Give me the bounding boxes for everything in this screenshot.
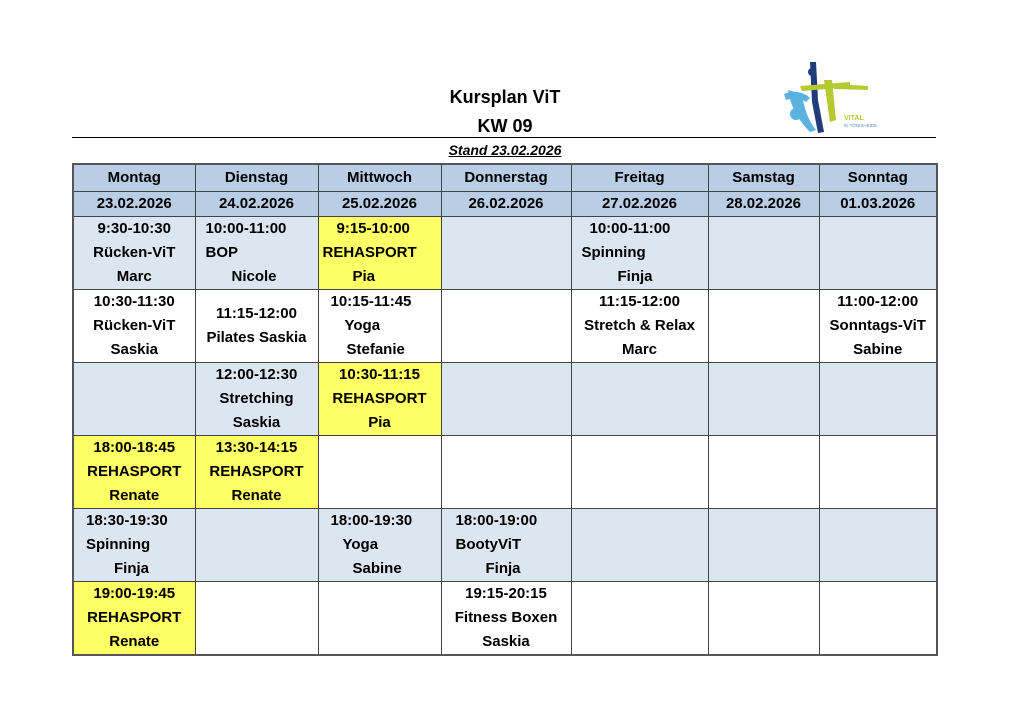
course-time: 11:15-12:00 [216,305,297,322]
course-trainer: Finja [114,560,150,577]
course-name: Fitness Boxen [454,609,558,626]
day-header: Donnerstag [441,164,571,192]
course-name: REHASPORT [322,244,417,261]
course-time: 10:30-11:30 [93,293,175,310]
course-trainer: Saskia [482,633,530,650]
course-name: REHASPORT [209,463,304,480]
date-header: 27.02.2026 [571,192,708,217]
course-trainer: Marc [621,341,658,358]
course-time: 19:15-20:15 [465,585,547,602]
course-time: 11:15-12:00 [599,293,680,310]
course-cell [571,217,708,290]
course-cell [318,290,441,363]
empty-cell [708,290,819,363]
table-row [73,217,937,290]
course-time: 9:30-10:30 [97,220,171,237]
course-name: REHASPORT [332,390,427,407]
course-time: 12:00-12:30 [215,366,298,383]
empty-cell [708,217,819,290]
course-cell [441,582,571,656]
empty-cell [708,509,819,582]
course-name: Pilates Saskia [206,329,307,346]
table-row [73,436,937,509]
course-time: 10:15-11:45 [330,293,412,310]
course-time: 11:00-12:00 [837,293,919,310]
course-trainer: Pia [352,268,376,285]
svg-text:IN TÖNISHEIDE: IN TÖNISHEIDE [844,123,878,128]
course-cell [73,582,195,656]
course-trainer: Sabine [853,341,903,358]
course-trainer: Sabine [352,560,402,577]
day-header: Sonntag [819,164,937,192]
empty-cell [195,509,318,582]
empty-cell [819,436,937,509]
course-cell [73,509,195,582]
course-name: Sonntags-ViT [829,317,926,334]
course-trainer: Pia [368,414,391,431]
empty-cell [571,509,708,582]
course-name: REHASPORT [87,463,182,480]
course-trainer: Marc [116,268,152,285]
course-cell [195,217,318,290]
date-header: 24.02.2026 [195,192,318,217]
course-trainer: Finja [617,268,653,285]
day-header: Montag [73,164,195,192]
course-cell [195,290,318,363]
course-cell [195,363,318,436]
date-header: 25.02.2026 [318,192,441,217]
course-trainer: Stefanie [346,341,405,358]
course-trainer: Renate [109,487,160,504]
course-name: Stretch & Relax [584,317,695,334]
day-header: Samstag [708,164,819,192]
course-cell [819,290,937,363]
vital-logo-icon [780,60,890,138]
course-time: 9:15-10:00 [336,220,410,237]
date-header: 01.03.2026 [819,192,937,217]
course-name: BootyViT [455,536,522,553]
day-header: Dienstag [195,164,318,192]
course-cell [318,217,441,290]
course-trainer: Renate [231,487,282,504]
course-cell [73,436,195,509]
empty-cell [571,436,708,509]
course-cell [571,290,708,363]
course-name: Yoga [342,536,379,553]
empty-cell [318,436,441,509]
empty-cell [195,582,318,656]
course-time: 18:30-19:30 [86,512,168,529]
empty-cell [441,363,571,436]
table-row [73,582,937,656]
course-cell [441,509,571,582]
course-name: Spinning [86,536,151,553]
course-cell [73,217,195,290]
course-name: Yoga [344,317,381,334]
table-row [73,290,937,363]
date-header: 26.02.2026 [441,192,571,217]
table-row [73,509,937,582]
course-cell [195,436,318,509]
empty-cell [819,509,937,582]
course-time: 18:00-19:00 [455,512,538,529]
day-header: Mittwoch [318,164,441,192]
course-time: 10:00-11:00 [589,220,671,237]
course-trainer: Saskia [110,341,159,358]
course-time: 19:00-19:45 [93,585,176,602]
empty-cell [708,582,819,656]
course-name: BOP [205,244,239,261]
empty-cell [441,436,571,509]
empty-cell [571,582,708,656]
empty-cell [819,217,937,290]
course-time: 10:00-11:00 [205,220,287,237]
course-name: REHASPORT [87,609,182,626]
date-header: 23.02.2026 [73,192,195,217]
course-trainer: Finja [485,560,521,577]
course-time: 13:30-14:15 [215,439,298,456]
course-cell [318,509,441,582]
course-schedule-table [72,163,938,656]
course-trainer: Renate [109,633,160,650]
course-time: 10:30-11:15 [339,366,420,383]
empty-cell [571,363,708,436]
date-header: 28.02.2026 [708,192,819,217]
empty-cell [819,363,937,436]
course-cell [318,363,441,436]
course-trainer: Nicole [231,268,277,285]
page-title: Kursplan ViT [449,87,561,107]
empty-cell [708,436,819,509]
empty-cell [441,290,571,363]
svg-text:VITAL: VITAL [844,115,864,122]
course-time: 18:00-19:30 [330,512,413,529]
empty-cell [708,363,819,436]
course-name: Stretching [219,390,294,407]
week-number: KW 09 [477,116,533,136]
course-time: 18:00-18:45 [93,439,176,456]
empty-cell [819,582,937,656]
empty-cell [441,217,571,290]
course-name: Rücken-ViT [93,244,176,261]
course-trainer: Saskia [232,414,281,431]
empty-cell [318,582,441,656]
day-header: Freitag [571,164,708,192]
course-name: Rücken-ViT [93,317,176,334]
empty-cell [73,363,195,436]
course-cell [73,290,195,363]
table-row [73,363,937,436]
course-name: Spinning [581,244,646,261]
stand-date: Stand 23.02.2026 [448,142,562,158]
